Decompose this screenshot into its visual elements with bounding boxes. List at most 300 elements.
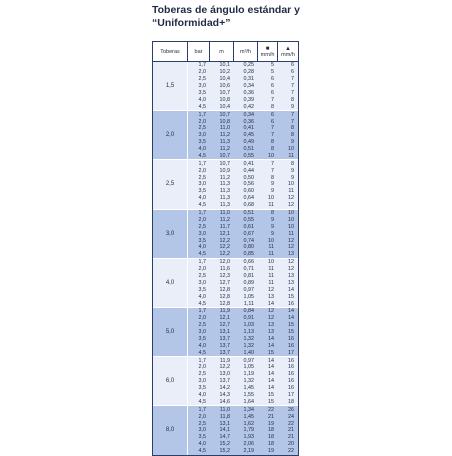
cell-triangle-rate: 9 — [291, 167, 294, 174]
cell-radius: 12,1 — [219, 230, 230, 237]
cell-square-rate: 11 — [268, 266, 274, 273]
cell-bar: 3,5 — [198, 286, 206, 293]
cell-radius: 12,8 — [219, 286, 230, 293]
cell-radius: 10,7 — [219, 152, 230, 159]
cell-triangle-rate: 16 — [288, 300, 294, 307]
cell-flow: 1,64 — [243, 398, 254, 405]
cell-triangle-rate: 10 — [288, 216, 294, 223]
table-row — [188, 83, 298, 90]
nozzle-size-label: 3,0 — [153, 210, 188, 258]
cell-bar: 4,5 — [198, 103, 206, 110]
cell-bar: 1,7 — [198, 357, 206, 364]
cell-triangle-rate: 17 — [288, 392, 294, 399]
cell-bar: 3,0 — [198, 378, 206, 385]
cell-triangle-rate: 11 — [288, 230, 294, 237]
cell-bar: 4,0 — [198, 195, 206, 202]
table-row — [188, 315, 298, 322]
cell-triangle-rate: 7 — [291, 111, 294, 118]
cell-triangle-rate: 22 — [288, 448, 294, 455]
cell-square-rate: 11 — [268, 202, 274, 209]
table-row — [188, 230, 298, 237]
cell-radius: 11,0 — [219, 406, 230, 413]
cell-square-rate: 14 — [268, 364, 274, 371]
cell-flow: 0,36 — [243, 118, 254, 125]
cell-triangle-rate: 16 — [288, 385, 294, 392]
cell-radius: 10,6 — [219, 83, 230, 90]
cell-triangle-rate: 16 — [288, 342, 294, 349]
cell-square-rate: 8 — [271, 146, 274, 153]
cell-radius: 11,2 — [219, 174, 230, 181]
table-row — [188, 251, 298, 258]
table-row — [188, 167, 298, 174]
table-row — [188, 406, 298, 413]
cell-radius: 15,2 — [219, 448, 230, 455]
cell-square-rate: 7 — [271, 167, 274, 174]
cell-square-rate: 12 — [268, 308, 274, 315]
cell-triangle-rate: 14 — [288, 315, 294, 322]
cell-radius: 11,9 — [219, 357, 230, 364]
cell-triangle-rate: 15 — [288, 322, 294, 329]
table-row — [188, 266, 298, 273]
cell-radius: 10,1 — [219, 62, 230, 69]
cell-radius: 12,8 — [219, 300, 230, 307]
cell-radius: 12,1 — [219, 315, 230, 322]
cell-radius: 14,3 — [219, 392, 230, 399]
cell-flow: 0,28 — [243, 69, 254, 76]
cell-square-rate: 14 — [268, 342, 274, 349]
cell-radius: 14,1 — [219, 427, 230, 434]
cell-square-rate: 14 — [268, 371, 274, 378]
table-row — [188, 216, 298, 223]
table-row — [188, 132, 298, 139]
cell-radius: 11,0 — [219, 210, 230, 216]
cell-flow: 0,36 — [243, 90, 254, 96]
cell-square-rate: 14 — [268, 378, 274, 385]
cell-triangle-rate: 11 — [288, 152, 294, 159]
cell-bar: 4,5 — [198, 202, 206, 209]
cell-flow: 0,68 — [243, 202, 254, 209]
cell-triangle-rate: 17 — [288, 349, 294, 356]
cell-bar: 1,7 — [198, 308, 206, 315]
table-row — [188, 441, 298, 448]
cell-bar: 2,0 — [198, 266, 206, 273]
cell-bar: 2,0 — [198, 69, 206, 76]
cell-radius: 11,3 — [219, 188, 230, 195]
table-row — [188, 174, 298, 181]
cell-radius: 11,8 — [219, 413, 230, 420]
cell-triangle-rate: 24 — [288, 413, 294, 420]
header-square-unit: mm/h — [260, 51, 275, 58]
cell-flow: 0,34 — [243, 83, 254, 90]
cell-square-rate: 11 — [268, 251, 274, 258]
table-row — [188, 398, 298, 405]
cell-square-rate: 12 — [268, 286, 274, 293]
table-row — [188, 434, 298, 441]
cell-flow: 0,39 — [243, 96, 254, 103]
cell-square-rate: 14 — [268, 385, 274, 392]
table-row — [188, 357, 298, 364]
cell-radius: 10,7 — [219, 160, 230, 167]
nozzle-group — [153, 258, 298, 307]
cell-flow: 0,66 — [243, 259, 254, 266]
cell-flow: 0,25 — [243, 62, 254, 69]
cell-triangle-rate: 10 — [288, 223, 294, 230]
cell-triangle-rate: 21 — [288, 434, 294, 441]
nozzle-group — [153, 356, 298, 405]
cell-triangle-rate: 14 — [288, 286, 294, 293]
cell-flow: 0,55 — [243, 216, 254, 223]
header-flow: m³/h — [234, 42, 258, 61]
table-row — [188, 308, 298, 315]
table-row — [188, 392, 298, 399]
table-row — [188, 293, 298, 300]
cell-flow: 0,51 — [243, 146, 254, 153]
cell-bar: 2,5 — [198, 272, 206, 279]
header-triangle-rate — [278, 42, 298, 61]
table-title — [152, 4, 372, 30]
cell-flow: 0,97 — [243, 357, 254, 364]
cell-radius: 10,2 — [219, 69, 230, 76]
cell-square-rate: 5 — [271, 69, 274, 76]
cell-triangle-rate: 12 — [288, 259, 294, 266]
cell-flow: 0,80 — [243, 244, 254, 251]
cell-triangle-rate: 13 — [288, 272, 294, 279]
cell-square-rate: 21 — [268, 413, 274, 420]
cell-square-rate: 15 — [268, 349, 274, 356]
cell-bar: 2,0 — [198, 216, 206, 223]
cell-flow: 0,31 — [243, 76, 254, 83]
cell-square-rate: 19 — [268, 448, 274, 455]
cell-square-rate: 15 — [268, 398, 274, 405]
table-row — [188, 420, 298, 427]
cell-triangle-rate: 7 — [291, 76, 294, 83]
nozzle-group — [153, 209, 298, 258]
cell-triangle-rate: 12 — [288, 266, 294, 273]
cell-bar: 3,5 — [198, 434, 206, 441]
cell-flow: 1,79 — [243, 427, 254, 434]
cell-bar: 2,5 — [198, 223, 206, 230]
cell-flow: 1,40 — [243, 349, 254, 356]
cell-square-rate: 19 — [268, 420, 274, 427]
cell-square-rate: 18 — [268, 427, 274, 434]
table-row — [188, 385, 298, 392]
cell-flow: 0,89 — [243, 279, 254, 286]
cell-bar: 2,5 — [198, 76, 206, 83]
cell-square-rate: 9 — [271, 230, 274, 237]
cell-bar: 4,0 — [198, 342, 206, 349]
cell-radius: 12,2 — [219, 251, 230, 258]
table-row — [188, 118, 298, 125]
cell-bar: 3,5 — [198, 237, 206, 244]
cell-bar: 3,0 — [198, 427, 206, 434]
cell-radius: 14,2 — [219, 385, 230, 392]
cell-radius: 11,2 — [219, 132, 230, 139]
square-icon: ■ — [265, 45, 270, 52]
cell-radius: 13,7 — [219, 342, 230, 349]
nozzle-group — [153, 159, 298, 208]
cell-bar: 1,7 — [198, 160, 206, 167]
header-toberas: Toberas — [153, 42, 188, 61]
cell-radius: 12,7 — [219, 322, 230, 329]
cell-square-rate: 7 — [271, 125, 274, 132]
cell-bar: 3,0 — [198, 132, 206, 139]
cell-radius: 12,7 — [219, 279, 230, 286]
table-row — [188, 69, 298, 76]
cell-flow: 0,71 — [243, 266, 254, 273]
cell-triangle-rate: 12 — [288, 195, 294, 202]
cell-radius: 12,0 — [219, 259, 230, 266]
cell-bar: 4,5 — [198, 300, 206, 307]
cell-flow: 0,84 — [243, 308, 254, 315]
cell-triangle-rate: 9 — [291, 139, 294, 146]
cell-triangle-rate: 6 — [291, 69, 294, 76]
cell-bar: 3,0 — [198, 279, 206, 286]
cell-bar: 2,5 — [198, 322, 206, 329]
cell-triangle-rate: 16 — [288, 335, 294, 342]
cell-bar: 2,0 — [198, 364, 206, 371]
cell-square-rate: 18 — [268, 434, 274, 441]
cell-bar: 2,0 — [198, 315, 206, 322]
cell-radius: 10,4 — [219, 76, 230, 83]
table-row — [188, 286, 298, 293]
cell-square-rate: 14 — [268, 300, 274, 307]
table-row — [188, 279, 298, 286]
cell-flow: 0,85 — [243, 251, 254, 258]
cell-square-rate: 14 — [268, 357, 274, 364]
cell-bar: 4,0 — [198, 244, 206, 251]
cell-bar: 4,5 — [198, 251, 206, 258]
cell-square-rate: 6 — [271, 90, 274, 96]
cell-flow: 0,97 — [243, 286, 254, 293]
cell-radius: 12,8 — [219, 293, 230, 300]
nozzle-size-label: 1,5 — [153, 62, 188, 110]
cell-bar: 2,5 — [198, 420, 206, 427]
cell-radius: 14,6 — [219, 398, 230, 405]
cell-triangle-rate: 16 — [288, 371, 294, 378]
cell-triangle-rate: 8 — [291, 125, 294, 132]
cell-flow: 0,51 — [243, 210, 254, 216]
cell-bar: 3,5 — [198, 385, 206, 392]
cell-triangle-rate: 16 — [288, 364, 294, 371]
cell-radius: 11,9 — [219, 308, 230, 315]
cell-bar: 1,7 — [198, 210, 206, 216]
cell-radius: 13,1 — [219, 329, 230, 336]
cell-triangle-rate: 7 — [291, 90, 294, 96]
cell-flow: 1,34 — [243, 406, 254, 413]
table-row — [188, 378, 298, 385]
cell-bar: 3,5 — [198, 139, 206, 146]
table-row — [188, 62, 298, 69]
cell-flow: 0,61 — [243, 223, 254, 230]
table-row — [188, 244, 298, 251]
cell-flow: 1,45 — [243, 385, 254, 392]
cell-radius: 10,4 — [219, 103, 230, 110]
table-row — [188, 371, 298, 378]
nozzle-size-label: 4,0 — [153, 259, 188, 307]
title-line-2: “Uniformidad+” — [152, 17, 231, 29]
cell-bar: 3,0 — [198, 230, 206, 237]
nozzle-size-label: 2,5 — [153, 160, 188, 208]
cell-bar: 2,0 — [198, 167, 206, 174]
cell-square-rate: 10 — [268, 259, 274, 266]
cell-bar: 4,0 — [198, 293, 206, 300]
table-header — [153, 42, 298, 62]
cell-radius: 11,3 — [219, 195, 230, 202]
table-row — [188, 160, 298, 167]
table-row — [188, 146, 298, 153]
cell-radius: 14,7 — [219, 434, 230, 441]
cell-triangle-rate: 16 — [288, 378, 294, 385]
nozzle-size-label: 8,0 — [153, 406, 188, 454]
cell-bar: 4,0 — [198, 146, 206, 153]
cell-flow: 1,32 — [243, 378, 254, 385]
nozzle-size-label: 6,0 — [153, 357, 188, 405]
cell-triangle-rate: 10 — [288, 181, 294, 188]
cell-triangle-rate: 11 — [288, 188, 294, 195]
nozzle-group — [153, 62, 298, 110]
table-row — [188, 322, 298, 329]
header-m: m — [210, 42, 234, 61]
cell-bar: 3,0 — [198, 83, 206, 90]
cell-radius: 11,2 — [219, 216, 230, 223]
cell-triangle-rate: 13 — [288, 279, 294, 286]
cell-radius: 10,7 — [219, 111, 230, 118]
nozzle-performance-table — [152, 41, 299, 456]
cell-bar: 2,0 — [198, 413, 206, 420]
table-row — [188, 202, 298, 209]
cell-flow: 1,03 — [243, 322, 254, 329]
cell-radius: 13,0 — [219, 371, 230, 378]
cell-square-rate: 10 — [268, 195, 274, 202]
cell-square-rate: 7 — [271, 160, 274, 167]
cell-radius: 13,1 — [219, 420, 230, 427]
cell-triangle-rate: 14 — [288, 308, 294, 315]
cell-square-rate: 13 — [268, 322, 274, 329]
cell-radius: 11,7 — [219, 223, 230, 230]
nozzle-group — [153, 110, 298, 159]
table-row — [188, 210, 298, 217]
cell-square-rate: 11 — [268, 279, 274, 286]
cell-flow: 0,44 — [243, 167, 254, 174]
cell-flow: 0,56 — [243, 181, 254, 188]
cell-radius: 11,3 — [219, 202, 230, 209]
header-triangle-unit: mm/h — [281, 51, 295, 58]
cell-square-rate: 9 — [271, 181, 274, 188]
cell-flow: 1,55 — [243, 392, 254, 399]
table-row — [188, 139, 298, 146]
table-row — [188, 329, 298, 336]
table-row — [188, 342, 298, 349]
cell-square-rate: 18 — [268, 441, 274, 448]
cell-bar: 4,5 — [198, 349, 206, 356]
cell-flow: 0,55 — [243, 152, 254, 159]
table-row — [188, 181, 298, 188]
cell-bar: 2,5 — [198, 371, 206, 378]
cell-flow: 0,81 — [243, 272, 254, 279]
cell-flow: 1,93 — [243, 434, 254, 441]
cell-flow: 0,42 — [243, 103, 254, 110]
cell-radius: 12,2 — [219, 237, 230, 244]
table-row — [188, 300, 298, 307]
cell-square-rate: 5 — [271, 62, 274, 69]
cell-square-rate: 9 — [271, 223, 274, 230]
cell-flow: 1,32 — [243, 342, 254, 349]
cell-square-rate: 8 — [271, 139, 274, 146]
cell-triangle-rate: 7 — [291, 83, 294, 90]
cell-flow: 0,91 — [243, 315, 254, 322]
cell-triangle-rate: 12 — [288, 237, 294, 244]
cell-flow: 0,64 — [243, 195, 254, 202]
table-row — [188, 364, 298, 371]
header-bar: bar — [188, 42, 210, 61]
cell-flow: 1,11 — [243, 300, 254, 307]
cell-triangle-rate: 13 — [288, 251, 294, 258]
cell-square-rate: 9 — [271, 216, 274, 223]
cell-bar: 3,5 — [198, 188, 206, 195]
table-row — [188, 76, 298, 83]
cell-triangle-rate: 6 — [291, 62, 294, 69]
cell-triangle-rate: 12 — [288, 244, 294, 251]
table-row — [188, 223, 298, 230]
cell-radius: 13,7 — [219, 378, 230, 385]
table-row — [188, 448, 298, 455]
cell-radius: 11,0 — [219, 125, 230, 132]
cell-bar: 4,5 — [198, 152, 206, 159]
cell-radius: 11,3 — [219, 139, 230, 146]
cell-triangle-rate: 12 — [288, 202, 294, 209]
table-row — [188, 259, 298, 266]
cell-flow: 0,41 — [243, 160, 254, 167]
cell-flow: 2,19 — [243, 448, 254, 455]
cell-flow: 0,41 — [243, 125, 254, 132]
table-row — [188, 90, 298, 97]
cell-triangle-rate: 26 — [288, 406, 294, 413]
cell-square-rate: 6 — [271, 76, 274, 83]
cell-square-rate: 6 — [271, 111, 274, 118]
cell-bar: 2,0 — [198, 118, 206, 125]
cell-bar: 1,7 — [198, 259, 206, 266]
cell-flow: 1,19 — [243, 371, 254, 378]
cell-bar: 1,7 — [198, 406, 206, 413]
nozzle-size-label: 5,0 — [153, 308, 188, 356]
table-row — [188, 195, 298, 202]
cell-square-rate: 9 — [271, 188, 274, 195]
table-row — [188, 153, 298, 160]
cell-bar: 1,7 — [198, 111, 206, 118]
table-row — [188, 111, 298, 118]
table-row — [188, 237, 298, 244]
cell-radius: 12,2 — [219, 244, 230, 251]
nozzle-group — [153, 307, 298, 356]
cell-square-rate: 8 — [271, 174, 274, 181]
cell-radius: 10,9 — [219, 167, 230, 174]
cell-flow: 1,62 — [243, 420, 254, 427]
cell-flow: 0,67 — [243, 230, 254, 237]
cell-radius: 13,7 — [219, 349, 230, 356]
cell-bar: 3,0 — [198, 329, 206, 336]
cell-radius: 10,8 — [219, 118, 230, 125]
table-row — [188, 96, 298, 103]
cell-bar: 2,5 — [198, 125, 206, 132]
cell-triangle-rate: 20 — [288, 441, 294, 448]
cell-bar: 4,5 — [198, 448, 206, 455]
cell-triangle-rate: 22 — [288, 420, 294, 427]
cell-radius: 11,2 — [219, 146, 230, 153]
table-row — [188, 125, 298, 132]
cell-triangle-rate: 18 — [288, 398, 294, 405]
cell-radius: 10,7 — [219, 90, 230, 96]
cell-bar: 3,5 — [198, 90, 206, 96]
